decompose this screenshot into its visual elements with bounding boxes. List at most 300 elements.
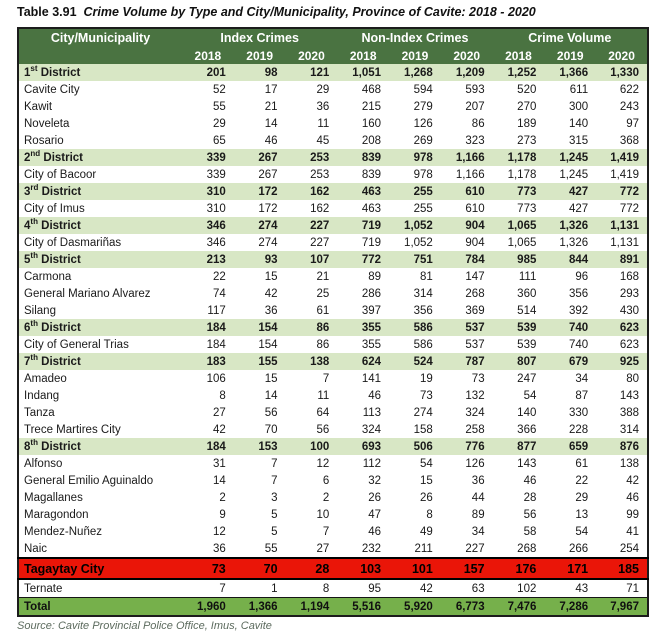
value-cell: 42 xyxy=(596,472,648,489)
value-cell: 70 xyxy=(234,421,286,438)
value-cell: 740 xyxy=(544,319,596,336)
value-cell: 121 xyxy=(286,64,338,81)
value-cell: 86 xyxy=(286,319,338,336)
value-cell: 6,773 xyxy=(441,598,493,617)
city-cell: Silang xyxy=(18,302,182,319)
value-cell: 36 xyxy=(441,472,493,489)
value-cell: 176 xyxy=(493,558,545,579)
value-cell: 772 xyxy=(337,251,389,268)
value-cell: 3 xyxy=(234,489,286,506)
value-cell: 27 xyxy=(182,404,234,421)
year-header: 2020 xyxy=(441,47,493,64)
value-cell: 213 xyxy=(182,251,234,268)
value-cell: 54 xyxy=(389,455,441,472)
value-cell: 274 xyxy=(389,404,441,421)
value-cell: 26 xyxy=(337,489,389,506)
city-cell: Mendez-Nuñez xyxy=(18,523,182,540)
value-cell: 247 xyxy=(493,370,545,387)
value-cell: 274 xyxy=(234,217,286,234)
value-cell: 273 xyxy=(493,132,545,149)
value-cell: 168 xyxy=(596,268,648,285)
value-cell: 324 xyxy=(337,421,389,438)
value-cell: 740 xyxy=(544,336,596,353)
city-row xyxy=(18,132,648,149)
value-cell: 693 xyxy=(337,438,389,455)
value-cell: 1,131 xyxy=(596,234,648,251)
district-row xyxy=(18,438,648,455)
value-cell: 63 xyxy=(441,579,493,598)
value-cell: 267 xyxy=(234,166,286,183)
value-cell: 877 xyxy=(493,438,545,455)
value-cell: 44 xyxy=(441,489,493,506)
value-cell: 106 xyxy=(182,370,234,387)
value-cell: 12 xyxy=(182,523,234,540)
value-cell: 27 xyxy=(286,540,338,558)
value-cell: 7 xyxy=(286,370,338,387)
value-cell: 6 xyxy=(286,472,338,489)
value-cell: 310 xyxy=(182,183,234,200)
value-cell: 839 xyxy=(337,166,389,183)
value-cell: 1,419 xyxy=(596,149,648,166)
value-cell: 211 xyxy=(389,540,441,558)
table-header xyxy=(18,28,648,64)
value-cell: 463 xyxy=(337,200,389,217)
value-cell: 1,209 xyxy=(441,64,493,81)
value-cell: 355 xyxy=(337,336,389,353)
year-header: 2019 xyxy=(234,47,286,64)
value-cell: 1,065 xyxy=(493,217,545,234)
year-header: 2018 xyxy=(493,47,545,64)
column-group-header: Index Crimes xyxy=(182,28,337,47)
value-cell: 29 xyxy=(286,81,338,98)
year-header: 2019 xyxy=(544,47,596,64)
value-cell: 468 xyxy=(337,81,389,98)
city-cell: 7th District xyxy=(18,353,182,370)
value-cell: 107 xyxy=(286,251,338,268)
value-cell: 54 xyxy=(544,523,596,540)
value-cell: 773 xyxy=(493,200,545,217)
value-cell: 985 xyxy=(493,251,545,268)
value-cell: 514 xyxy=(493,302,545,319)
value-cell: 42 xyxy=(182,421,234,438)
year-header: 2018 xyxy=(337,47,389,64)
value-cell: 93 xyxy=(234,251,286,268)
value-cell: 776 xyxy=(441,438,493,455)
value-cell: 11 xyxy=(286,115,338,132)
value-cell: 102 xyxy=(493,579,545,598)
value-cell: 56 xyxy=(493,506,545,523)
city-cell: General Emilio Aguinaldo xyxy=(18,472,182,489)
value-cell: 80 xyxy=(596,370,648,387)
city-cell: Tanza xyxy=(18,404,182,421)
city-cell: Magallanes xyxy=(18,489,182,506)
value-cell: 427 xyxy=(544,200,596,217)
value-cell: 360 xyxy=(493,285,545,302)
value-cell: 13 xyxy=(544,506,596,523)
city-row xyxy=(18,455,648,472)
value-cell: 787 xyxy=(441,353,493,370)
value-cell: 89 xyxy=(337,268,389,285)
value-cell: 8 xyxy=(286,579,338,598)
city-row xyxy=(18,234,648,251)
value-cell: 463 xyxy=(337,183,389,200)
crime-table xyxy=(17,27,649,617)
value-cell: 314 xyxy=(389,285,441,302)
value-cell: 184 xyxy=(182,438,234,455)
value-cell: 54 xyxy=(493,387,545,404)
value-cell: 185 xyxy=(596,558,648,579)
value-cell: 208 xyxy=(337,132,389,149)
value-cell: 228 xyxy=(544,421,596,438)
value-cell: 773 xyxy=(493,183,545,200)
value-cell: 8 xyxy=(182,387,234,404)
value-cell: 52 xyxy=(182,81,234,98)
value-cell: 346 xyxy=(182,217,234,234)
city-row xyxy=(18,370,648,387)
value-cell: 28 xyxy=(493,489,545,506)
city-row xyxy=(18,166,648,183)
value-cell: 368 xyxy=(596,132,648,149)
value-cell: 89 xyxy=(441,506,493,523)
value-cell: 46 xyxy=(234,132,286,149)
table-caption: Crime Volume by Type and City/Municipality, Province of Cavite: 2018 - 2020 xyxy=(83,5,536,19)
value-cell: 659 xyxy=(544,438,596,455)
value-cell: 184 xyxy=(182,336,234,353)
value-cell: 1,065 xyxy=(493,234,545,251)
source-note: Source: Cavite Provincial Police Office, Imus, Cavite xyxy=(17,620,272,632)
city-cell: Maragondon xyxy=(18,506,182,523)
city-row xyxy=(18,268,648,285)
value-cell: 772 xyxy=(596,183,648,200)
value-cell: 98 xyxy=(234,64,286,81)
city-cell: Kawit xyxy=(18,98,182,115)
value-cell: 95 xyxy=(337,579,389,598)
district-row xyxy=(18,353,648,370)
value-cell: 586 xyxy=(389,319,441,336)
value-cell: 31 xyxy=(182,455,234,472)
value-cell: 141 xyxy=(337,370,389,387)
value-cell: 96 xyxy=(544,268,596,285)
value-cell: 32 xyxy=(337,472,389,489)
value-cell: 138 xyxy=(596,455,648,472)
value-cell: 58 xyxy=(493,523,545,540)
value-cell: 97 xyxy=(596,115,648,132)
value-cell: 17 xyxy=(234,81,286,98)
value-cell: 258 xyxy=(441,421,493,438)
value-cell: 1,366 xyxy=(234,598,286,617)
value-cell: 1,960 xyxy=(182,598,234,617)
value-cell: 207 xyxy=(441,98,493,115)
city-row xyxy=(18,336,648,353)
value-cell: 904 xyxy=(441,217,493,234)
value-cell: 1,178 xyxy=(493,149,545,166)
value-cell: 1,194 xyxy=(286,598,338,617)
value-cell: 524 xyxy=(389,353,441,370)
value-cell: 1,166 xyxy=(441,166,493,183)
value-cell: 15 xyxy=(234,268,286,285)
value-cell: 594 xyxy=(389,81,441,98)
value-cell: 140 xyxy=(493,404,545,421)
value-cell: 171 xyxy=(544,558,596,579)
value-cell: 7 xyxy=(182,579,234,598)
value-cell: 36 xyxy=(234,302,286,319)
value-cell: 65 xyxy=(182,132,234,149)
value-cell: 154 xyxy=(234,319,286,336)
city-cell: Cavite City xyxy=(18,81,182,98)
value-cell: 143 xyxy=(596,387,648,404)
value-cell: 111 xyxy=(493,268,545,285)
year-header: 2020 xyxy=(596,47,648,64)
value-cell: 21 xyxy=(234,98,286,115)
value-cell: 61 xyxy=(286,302,338,319)
value-cell: 279 xyxy=(389,98,441,115)
value-cell: 73 xyxy=(389,387,441,404)
value-cell: 147 xyxy=(441,268,493,285)
value-cell: 1,166 xyxy=(441,149,493,166)
value-cell: 183 xyxy=(182,353,234,370)
table-number: Table 3.91 xyxy=(17,5,77,19)
city-row xyxy=(18,98,648,115)
value-cell: 55 xyxy=(182,98,234,115)
value-cell: 36 xyxy=(182,540,234,558)
value-cell: 610 xyxy=(441,183,493,200)
highlight-row xyxy=(18,558,648,579)
value-cell: 611 xyxy=(544,81,596,98)
city-cell: Naic xyxy=(18,540,182,558)
value-cell: 397 xyxy=(337,302,389,319)
value-cell: 622 xyxy=(596,81,648,98)
value-cell: 189 xyxy=(493,115,545,132)
value-cell: 1,051 xyxy=(337,64,389,81)
city-cell: Indang xyxy=(18,387,182,404)
city-cell: 5th District xyxy=(18,251,182,268)
value-cell: 22 xyxy=(182,268,234,285)
value-cell: 978 xyxy=(389,149,441,166)
city-row xyxy=(18,540,648,558)
value-cell: 73 xyxy=(182,558,234,579)
value-cell: 227 xyxy=(286,217,338,234)
value-cell: 330 xyxy=(544,404,596,421)
value-cell: 10 xyxy=(286,506,338,523)
value-cell: 172 xyxy=(234,200,286,217)
value-cell: 253 xyxy=(286,149,338,166)
value-cell: 978 xyxy=(389,166,441,183)
value-cell: 232 xyxy=(337,540,389,558)
year-header: 2019 xyxy=(389,47,441,64)
value-cell: 56 xyxy=(234,404,286,421)
district-row xyxy=(18,64,648,81)
value-cell: 117 xyxy=(182,302,234,319)
header-year-row xyxy=(18,47,648,64)
city-cell: Carmona xyxy=(18,268,182,285)
value-cell: 339 xyxy=(182,166,234,183)
district-row xyxy=(18,319,648,336)
value-cell: 162 xyxy=(286,200,338,217)
value-cell: 610 xyxy=(441,200,493,217)
value-cell: 14 xyxy=(234,115,286,132)
value-cell: 366 xyxy=(493,421,545,438)
value-cell: 1,052 xyxy=(389,217,441,234)
value-cell: 5,920 xyxy=(389,598,441,617)
city-cell: City of General Trias xyxy=(18,336,182,353)
city-cell: Alfonso xyxy=(18,455,182,472)
value-cell: 86 xyxy=(286,336,338,353)
value-cell: 255 xyxy=(389,183,441,200)
value-cell: 539 xyxy=(493,336,545,353)
city-cell: 8th District xyxy=(18,438,182,455)
value-cell: 7,967 xyxy=(596,598,648,617)
value-cell: 154 xyxy=(234,336,286,353)
value-cell: 346 xyxy=(182,234,234,251)
city-row xyxy=(18,81,648,98)
table-title xyxy=(17,5,536,19)
value-cell: 2 xyxy=(286,489,338,506)
value-cell: 427 xyxy=(544,183,596,200)
value-cell: 103 xyxy=(337,558,389,579)
value-cell: 267 xyxy=(234,149,286,166)
value-cell: 7,476 xyxy=(493,598,545,617)
value-cell: 36 xyxy=(286,98,338,115)
total-row xyxy=(18,598,648,617)
value-cell: 784 xyxy=(441,251,493,268)
value-cell: 64 xyxy=(286,404,338,421)
city-cell: General Mariano Alvarez xyxy=(18,285,182,302)
value-cell: 314 xyxy=(596,421,648,438)
city-cell: Ternate xyxy=(18,579,182,598)
value-cell: 157 xyxy=(441,558,493,579)
city-row xyxy=(18,115,648,132)
value-cell: 22 xyxy=(544,472,596,489)
value-cell: 7 xyxy=(234,472,286,489)
value-cell: 34 xyxy=(544,370,596,387)
city-cell: Trece Martires City xyxy=(18,421,182,438)
city-row xyxy=(18,579,648,598)
value-cell: 25 xyxy=(286,285,338,302)
city-cell: City of Imus xyxy=(18,200,182,217)
value-cell: 74 xyxy=(182,285,234,302)
value-cell: 315 xyxy=(544,132,596,149)
value-cell: 268 xyxy=(493,540,545,558)
value-cell: 81 xyxy=(389,268,441,285)
blank-header-cell xyxy=(18,47,182,64)
value-cell: 162 xyxy=(286,183,338,200)
value-cell: 112 xyxy=(337,455,389,472)
value-cell: 8 xyxy=(389,506,441,523)
value-cell: 15 xyxy=(234,370,286,387)
value-cell: 5,516 xyxy=(337,598,389,617)
value-cell: 300 xyxy=(544,98,596,115)
value-cell: 215 xyxy=(337,98,389,115)
value-cell: 356 xyxy=(389,302,441,319)
value-cell: 679 xyxy=(544,353,596,370)
value-cell: 1,366 xyxy=(544,64,596,81)
value-cell: 7,286 xyxy=(544,598,596,617)
value-cell: 1,326 xyxy=(544,217,596,234)
value-cell: 140 xyxy=(544,115,596,132)
city-cell: 6th District xyxy=(18,319,182,336)
value-cell: 184 xyxy=(182,319,234,336)
city-row xyxy=(18,302,648,319)
city-row xyxy=(18,472,648,489)
value-cell: 5 xyxy=(234,523,286,540)
value-cell: 5 xyxy=(234,506,286,523)
value-cell: 21 xyxy=(286,268,338,285)
value-cell: 227 xyxy=(441,540,493,558)
value-cell: 41 xyxy=(596,523,648,540)
value-cell: 274 xyxy=(234,234,286,251)
value-cell: 46 xyxy=(596,489,648,506)
value-cell: 891 xyxy=(596,251,648,268)
value-cell: 34 xyxy=(441,523,493,540)
value-cell: 323 xyxy=(441,132,493,149)
value-cell: 14 xyxy=(234,387,286,404)
value-cell: 339 xyxy=(182,149,234,166)
value-cell: 586 xyxy=(389,336,441,353)
value-cell: 160 xyxy=(337,115,389,132)
city-row xyxy=(18,421,648,438)
value-cell: 9 xyxy=(182,506,234,523)
value-cell: 266 xyxy=(544,540,596,558)
value-cell: 45 xyxy=(286,132,338,149)
value-cell: 158 xyxy=(389,421,441,438)
value-cell: 1,330 xyxy=(596,64,648,81)
city-row xyxy=(18,200,648,217)
year-header: 2020 xyxy=(286,47,338,64)
value-cell: 1,052 xyxy=(389,234,441,251)
value-cell: 268 xyxy=(441,285,493,302)
value-cell: 310 xyxy=(182,200,234,217)
value-cell: 243 xyxy=(596,98,648,115)
value-cell: 55 xyxy=(234,540,286,558)
value-cell: 70 xyxy=(234,558,286,579)
value-cell: 46 xyxy=(337,387,389,404)
city-cell: Total xyxy=(18,598,182,617)
value-cell: 844 xyxy=(544,251,596,268)
value-cell: 925 xyxy=(596,353,648,370)
value-cell: 1,268 xyxy=(389,64,441,81)
value-cell: 772 xyxy=(596,200,648,217)
year-header: 2018 xyxy=(182,47,234,64)
value-cell: 42 xyxy=(234,285,286,302)
value-cell: 132 xyxy=(441,387,493,404)
value-cell: 624 xyxy=(337,353,389,370)
value-cell: 293 xyxy=(596,285,648,302)
value-cell: 1,252 xyxy=(493,64,545,81)
value-cell: 46 xyxy=(337,523,389,540)
value-cell: 46 xyxy=(493,472,545,489)
city-cell: Amadeo xyxy=(18,370,182,387)
value-cell: 126 xyxy=(389,115,441,132)
value-cell: 101 xyxy=(389,558,441,579)
value-cell: 839 xyxy=(337,149,389,166)
value-cell: 254 xyxy=(596,540,648,558)
value-cell: 876 xyxy=(596,438,648,455)
value-cell: 113 xyxy=(337,404,389,421)
value-cell: 356 xyxy=(544,285,596,302)
value-cell: 201 xyxy=(182,64,234,81)
district-row xyxy=(18,217,648,234)
value-cell: 255 xyxy=(389,200,441,217)
value-cell: 99 xyxy=(596,506,648,523)
value-cell: 1,178 xyxy=(493,166,545,183)
value-cell: 28 xyxy=(286,558,338,579)
column-group-header: Non-Index Crimes xyxy=(337,28,492,47)
value-cell: 7 xyxy=(286,523,338,540)
value-cell: 61 xyxy=(544,455,596,472)
city-row xyxy=(18,523,648,540)
value-cell: 138 xyxy=(286,353,338,370)
value-cell: 719 xyxy=(337,217,389,234)
